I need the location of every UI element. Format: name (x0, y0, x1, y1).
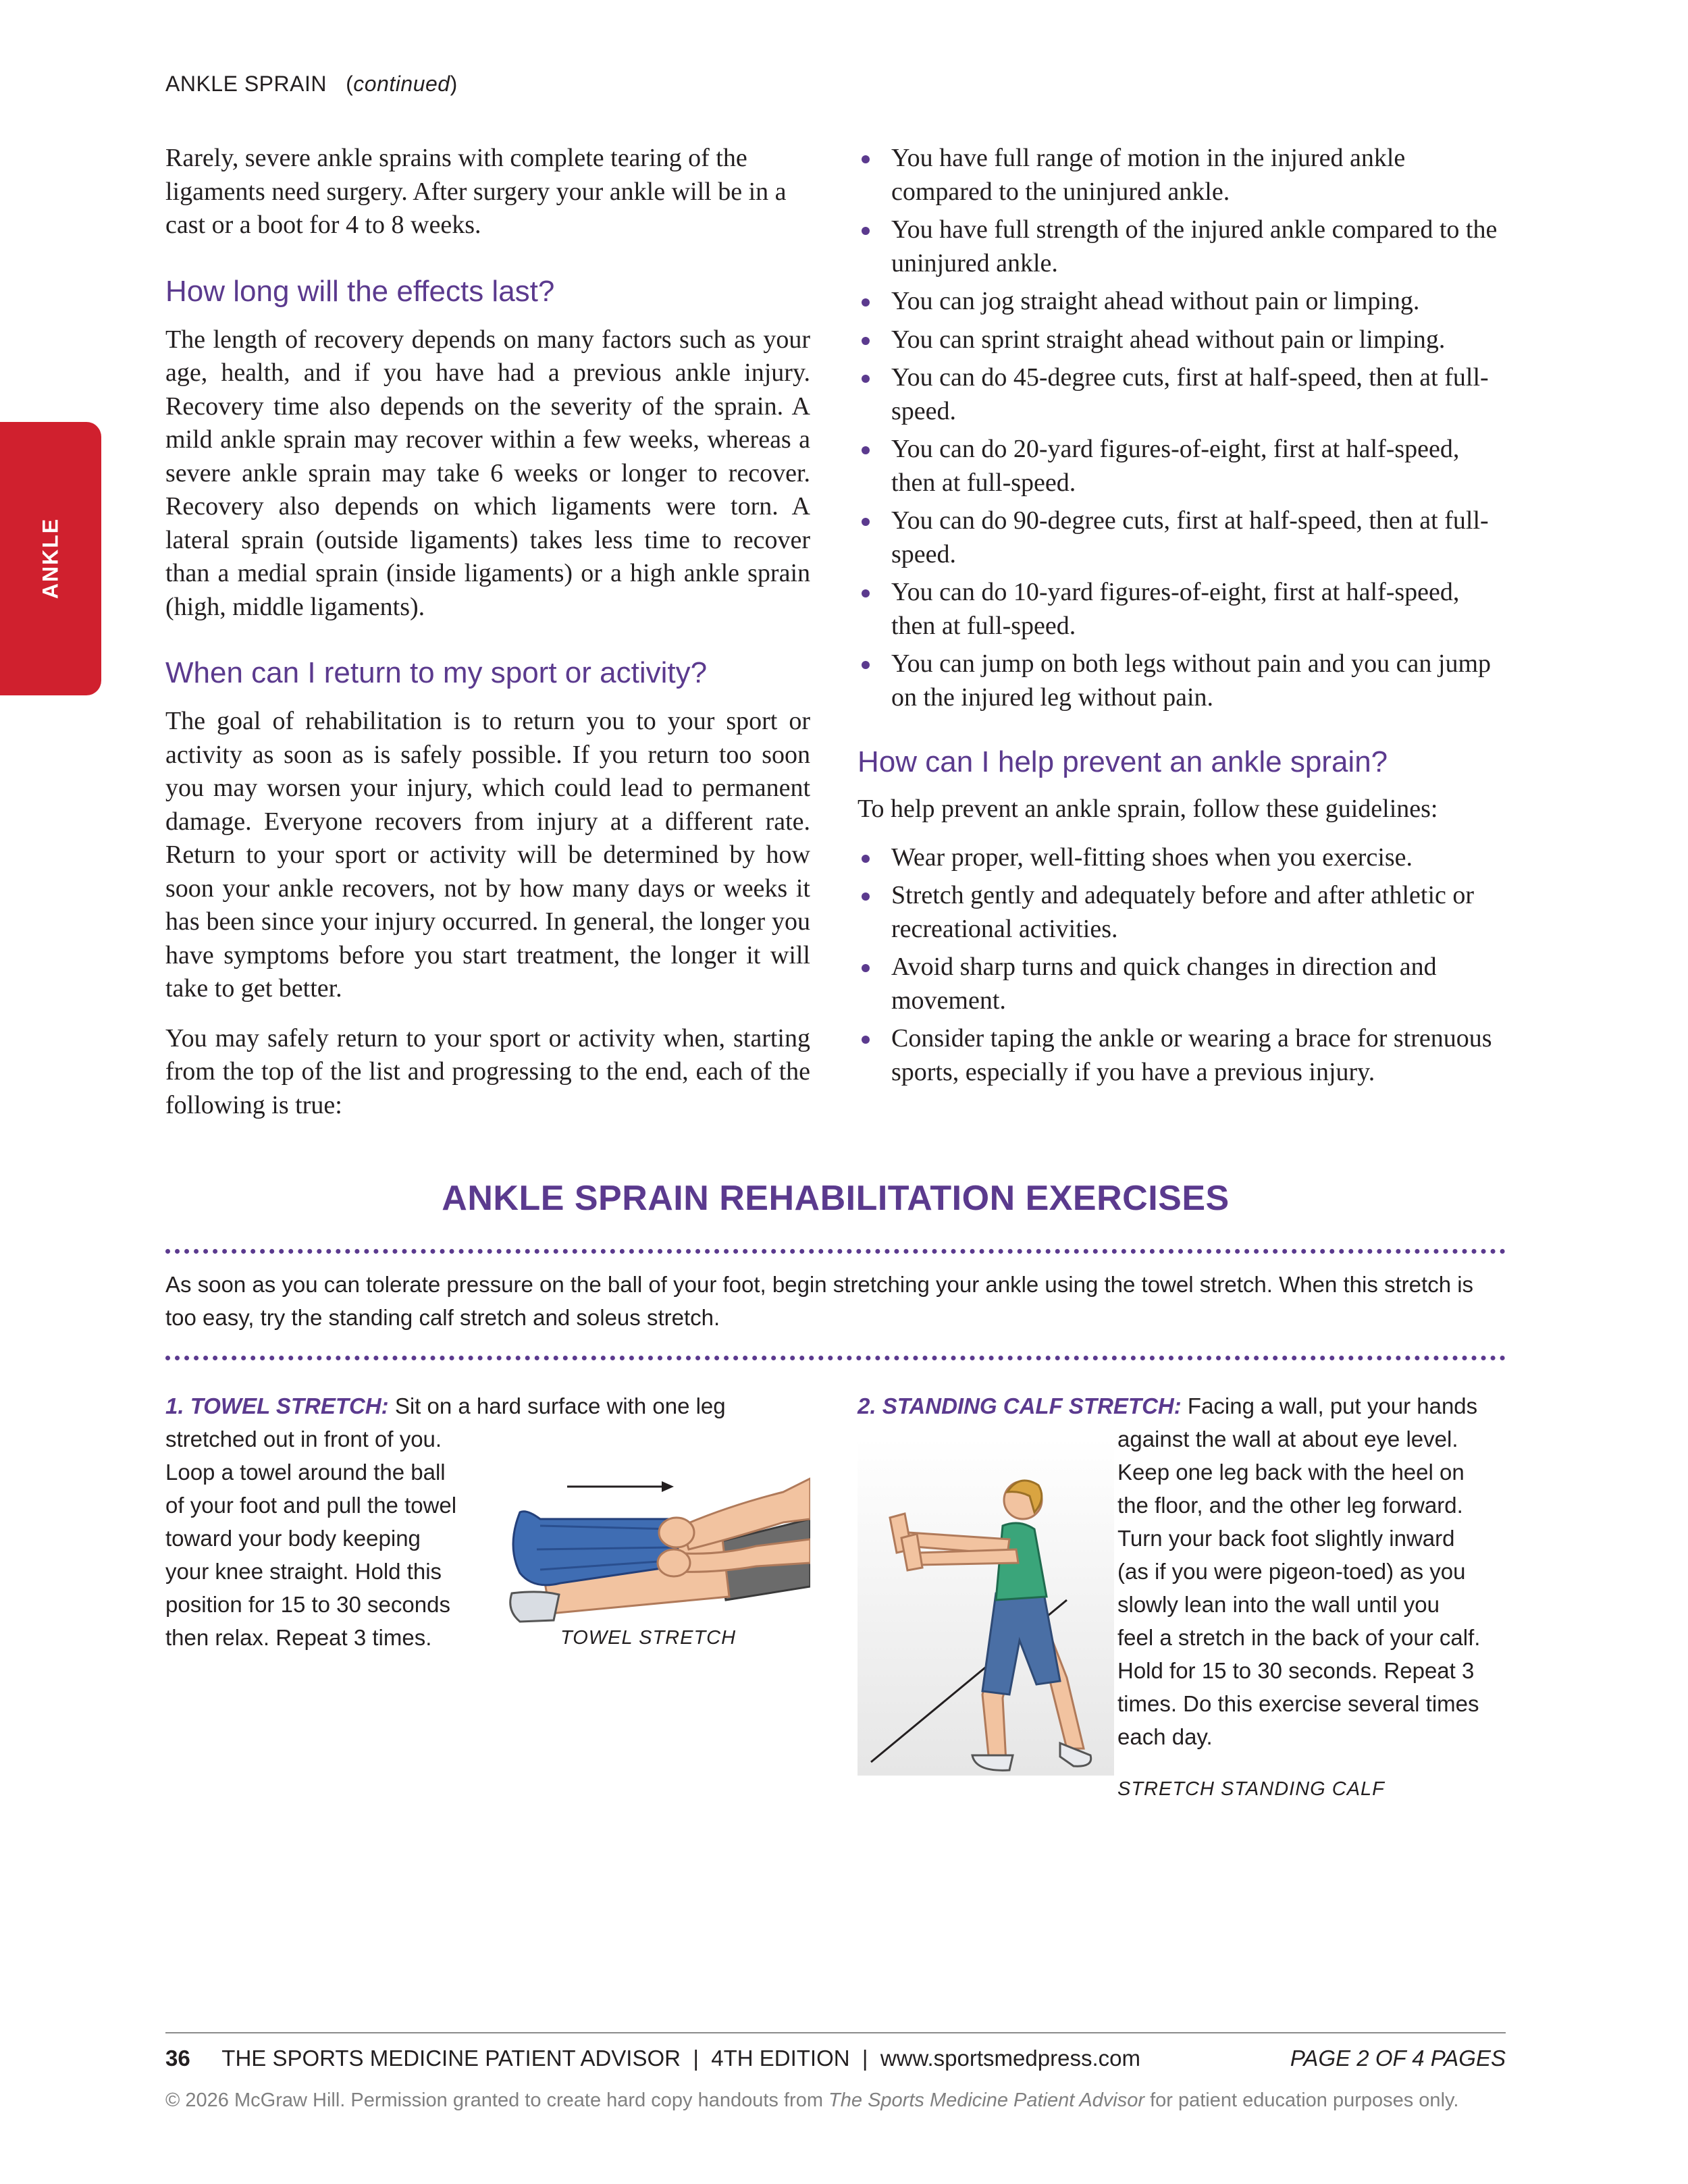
calf-stretch-line: the floor, and the other leg forward. (1117, 1493, 1463, 1518)
calf-stretch-line: (as if you were pigeon-toed) as you (1117, 1559, 1466, 1584)
towel-stretch-line: then relax. Repeat 3 times. (165, 1625, 432, 1650)
section-side-tab (0, 422, 101, 695)
publication-name: THE SPORTS MEDICINE PATIENT ADVISOR (221, 2046, 681, 2071)
towel-stretch-number: 1. (165, 1393, 184, 1418)
list-item: You have full range of motion in the injured ankle compared to the uninjured ankle. (858, 142, 1506, 209)
calf-stretch-line: against the wall at about eye level. (1117, 1427, 1458, 1451)
calf-stretch-number: 2. (858, 1393, 876, 1418)
towel-stretch-line1: Sit on a hard surface with one leg (394, 1393, 726, 1418)
towel-stretch-line: Loop a towel around the ball (165, 1460, 446, 1485)
towel-stretch-name: TOWEL STRETCH: (190, 1393, 389, 1418)
towel-stretch-line: position for 15 to 30 seconds (165, 1592, 450, 1617)
list-item: Avoid sharp turns and quick changes in direction and movement. (858, 951, 1506, 1017)
effects-heading: How long will the effects last? (165, 274, 555, 308)
towel-stretch-line: toward your body keeping (165, 1526, 421, 1551)
left-column (165, 142, 810, 1122)
towel-stretch-line: your knee straight. Hold this (165, 1559, 442, 1584)
calf-stretch-name: STANDING CALF STRETCH: (882, 1393, 1182, 1418)
copyright-book-title: The Sports Medicine Patient Advisor (828, 2089, 1145, 2111)
list-item: Wear proper, well-fitting shoes when you exercise. (858, 841, 1506, 875)
return-heading: When can I return to my sport or activity? (165, 656, 708, 689)
calf-stretch-line: times. Do this exercise several times (1117, 1691, 1479, 1716)
list-item: Consider taping the ankle or wearing a brace for strenuous sports, especially if you have a previous injury. (858, 1022, 1506, 1089)
return-paragraph-1: The goal of rehabilitation is to return you to your sport or activity as soon as is safely possible. If you return too soon you may worsen your injury, which could lead to permanent damage. Everyone recovers from injury at a different rate. Return to your sport or activity will be determined by how soon your ankle recovers, not by how many days or weeks it has been since your injury occurred. In general, the longer you have symptoms before you start treatment, the longer it will take to get better. (165, 707, 810, 1003)
running-head-continued: continued (353, 72, 450, 96)
calf-stretch-line: Hold for 15 to 30 seconds. Repeat 3 (1117, 1658, 1475, 1683)
towel-stretch-body (165, 1422, 544, 1654)
towel-stretch-heading (165, 1389, 841, 1422)
running-head: ANKLE SPRAIN (continued) (165, 72, 458, 96)
list-item: You can jog straight ahead without pain or limping. (858, 285, 1506, 319)
page-number: 36 (165, 2046, 190, 2071)
calf-stretch-line: slowly lean into the wall until you (1117, 1592, 1440, 1617)
calf-stretch-heading (858, 1389, 1519, 1422)
list-item: You can do 90-degree cuts, first at half-speed, then at full-speed. (858, 504, 1506, 571)
dotted-divider-top (165, 1249, 1506, 1254)
towel-stretch-line: of your foot and pull the towel (165, 1493, 457, 1518)
calf-stretch-body (1117, 1422, 1516, 1753)
calf-stretch-line: feel a stretch in the back of your calf. (1117, 1625, 1481, 1650)
calf-stretch-line: Keep one leg back with the heel on (1117, 1460, 1465, 1485)
list-item: You have full strength of the injured ankle compared to the uninjured ankle. (858, 213, 1506, 280)
calf-stretch-line: each day. (1117, 1724, 1213, 1749)
side-tab-label: ANKLE (38, 517, 63, 600)
running-head-title: ANKLE SPRAIN (165, 72, 327, 96)
prevent-tips-list (858, 841, 1506, 1090)
towel-stretch-line2: stretched out in front of you. (165, 1427, 442, 1451)
edition: 4TH EDITION (711, 2046, 850, 2071)
list-item: Stretch gently and adequately before and after athletic or recreational activities. (858, 879, 1506, 946)
calf-stretch-line1: Facing a wall, put your hands (1187, 1393, 1478, 1418)
prevent-intro: To help prevent an ankle sprain, follow these guidelines: (858, 795, 1438, 823)
list-item: You can do 20-yard figures-of-eight, first at half-speed, then at full-speed. (858, 433, 1506, 500)
list-item: You can jump on both legs without pain and you can jump on the injured leg without pain. (858, 647, 1506, 714)
calf-stretch-caption: STRETCH STANDING CALF (1117, 1778, 1385, 1800)
calf-stretch-illustration (858, 1438, 1114, 1776)
exercises-section-title: ANKLE SPRAIN REHABILITATION EXERCISES (442, 1179, 1230, 1218)
exercises-intro: As soon as you can tolerate pressure on the ball of your foot, begin stretching your ankle using the towel stretch. When this stretch is too easy, try the standing calf stretch and soleus stretch. (165, 1272, 1474, 1330)
copyright-suffix: for patient education purposes only. (1150, 2089, 1459, 2111)
dotted-divider-bottom (165, 1356, 1506, 1360)
towel-stretch-illustration (500, 1438, 810, 1641)
website-link[interactable]: www.sportsmedpress.com (880, 2046, 1140, 2071)
return-criteria-list (858, 142, 1506, 714)
list-item: You can sprint straight ahead without pain or limping. (858, 323, 1506, 357)
footer: 36 THE SPORTS MEDICINE PATIENT ADVISOR | 4TH EDITION | www.sportsmedpress.com PAGE 2 OF 4 PAGES (165, 2046, 1506, 2071)
page-of-pages: PAGE 2 OF 4 PAGES (1290, 2046, 1506, 2071)
return-paragraph-2: You may safely return to your sport or activity when, starting from the top of the list and progressing to the end, each of the following is true: (165, 1023, 810, 1119)
copyright-notice (165, 2089, 1506, 2112)
towel-stretch-caption: TOWEL STRETCH (560, 1627, 737, 1649)
list-item: You can do 10-yard figures-of-eight, first at half-speed, then at full-speed. (858, 576, 1506, 643)
copyright-prefix: © 2026 McGraw Hill. Permission granted to create hard copy handouts from (165, 2089, 823, 2111)
prevent-heading: How can I help prevent an ankle sprain? (858, 745, 1388, 778)
calf-stretch-line: Turn your back foot slightly inward (1117, 1526, 1455, 1551)
surgery-paragraph: Rarely, severe ankle sprains with complete tearing of the ligaments need surgery. After surgery your ankle will be in a cast or a boot for 4 to 8 weeks. (165, 144, 787, 239)
right-column (858, 142, 1506, 1089)
footer-rule (165, 2032, 1506, 2033)
list-item: You can do 45-degree cuts, first at half-speed, then at full-speed. (858, 361, 1506, 428)
effects-paragraph: The length of recovery depends on many factors such as your age, health, and if you have had a previous ankle injury. Recovery time also depends on the severity of the sprain. A mild ankle sprain may recover within a few weeks, whereas a severe ankle sprain may take 6 weeks or longer to recover. Recovery also depends on which ligaments were torn. A lateral sprain (outside ligaments) takes less time to recover than a medial sprain (inside ligaments) or a high ankle sprain (high, middle ligaments). (165, 325, 810, 621)
